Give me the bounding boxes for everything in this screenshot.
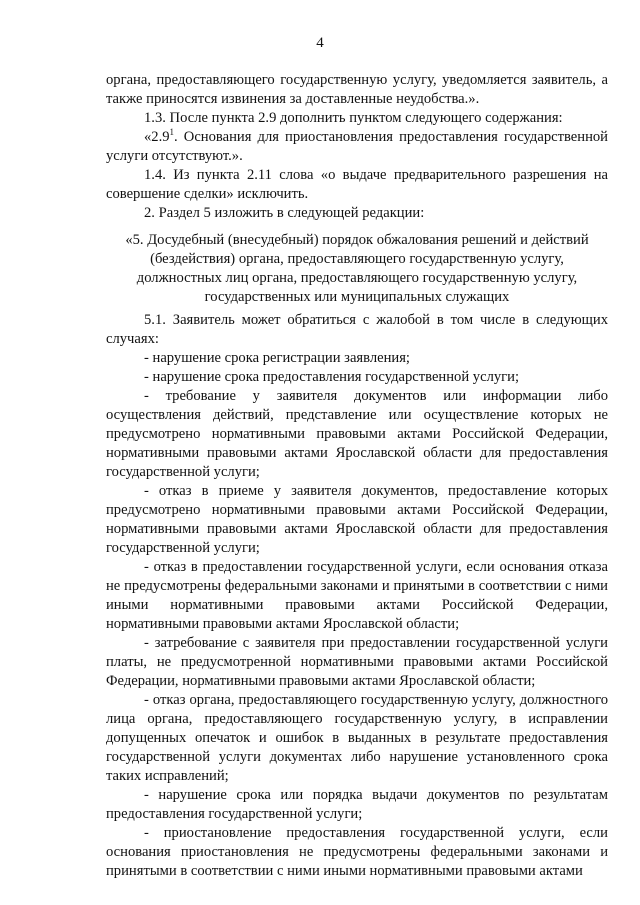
list-item: - отказ в предоставлении государственной услуги, если основания отказа не предусмотрены федеральными законами и принятыми в соответствии с ними иными нормативными правовыми актами Российской Федерации, нормативными правовыми актами Ярославской области; <box>106 559 608 632</box>
list-item: - требование у заявителя документов или информации либо осуществления действий, представление или осуществление которых не предусмотрено нормативными правовыми актами Российской Федерации, нормативными правовыми актами Ярославской области для предоставления государственной услуги; <box>106 388 608 480</box>
paragraph-item-1-3: 1.3. После пункта 2.9 дополнить пунктом следующего содержания: <box>144 110 563 126</box>
point-text: . Основания для приостановления предоставления государственной услуги отсутствуют.». <box>106 129 608 164</box>
list-item: - отказ в приеме у заявителя документов, предоставление которых предусмотрено нормативными правовыми актами Российской Федерации, нормативными правовыми актами Ярославской области для предоставления государственной услуги; <box>106 483 608 556</box>
list-item: - нарушение срока предоставления государственной услуги; <box>144 369 520 385</box>
paragraph-5-1-intro: 5.1. Заявитель может обратиться с жалобой в том числе в следующих случаях: <box>106 312 608 347</box>
section-5-body <box>106 311 608 881</box>
list-item: - нарушение срока или порядка выдачи документов по результатам предоставления государственной услуги; <box>106 787 608 822</box>
amendments-block <box>106 71 608 223</box>
section-5-heading: «5. Досудебный (внесудебный) порядок обжалования решений и действий (бездействия) органа, предоставляющего государственную услугу, должностных лиц органа, предоставляющего государственную услугу, государственных или муниципальных служащих <box>125 232 589 305</box>
list-item: - отказ органа, предоставляющего государственную услугу, должностного лица органа, предоставляющего государственную услугу, в исправлении допущенных опечаток и ошибок в выданных в результате предоставления государственной услуги документах либо нарушение установленного срока таких исправлений; <box>106 692 608 784</box>
list-item: - нарушение срока регистрации заявления; <box>144 350 410 366</box>
list-item: - приостановление предоставления государственной услуги, если основания приостановления не предусмотрены федеральными законами и принятыми в соответствии с ними иными нормативными правовыми актами <box>106 825 608 879</box>
page-number: 4 <box>316 35 324 51</box>
paragraph-new-point-2-9-1 <box>106 128 608 166</box>
point-superscript: 1 <box>169 127 175 138</box>
point-number: «2.9 <box>144 129 170 145</box>
paragraph-item-2: 2. Раздел 5 изложить в следующей редакции: <box>144 205 425 221</box>
paragraph-continuation: органа, предоставляющего государственную услугу, уведомляется заявитель, а также приносятся извинения за доставленные неудобства.». <box>106 72 608 107</box>
paragraph-item-1-4: 1.4. Из пункта 2.11 слова «о выдаче предварительного разрешения на совершение сделки» исключить. <box>106 167 608 202</box>
list-item: - затребование с заявителя при предоставлении государственной услуги платы, не предусмотренной нормативными правовыми актами Российской Федерации, нормативными правовыми актами Ярославской области; <box>106 635 608 689</box>
